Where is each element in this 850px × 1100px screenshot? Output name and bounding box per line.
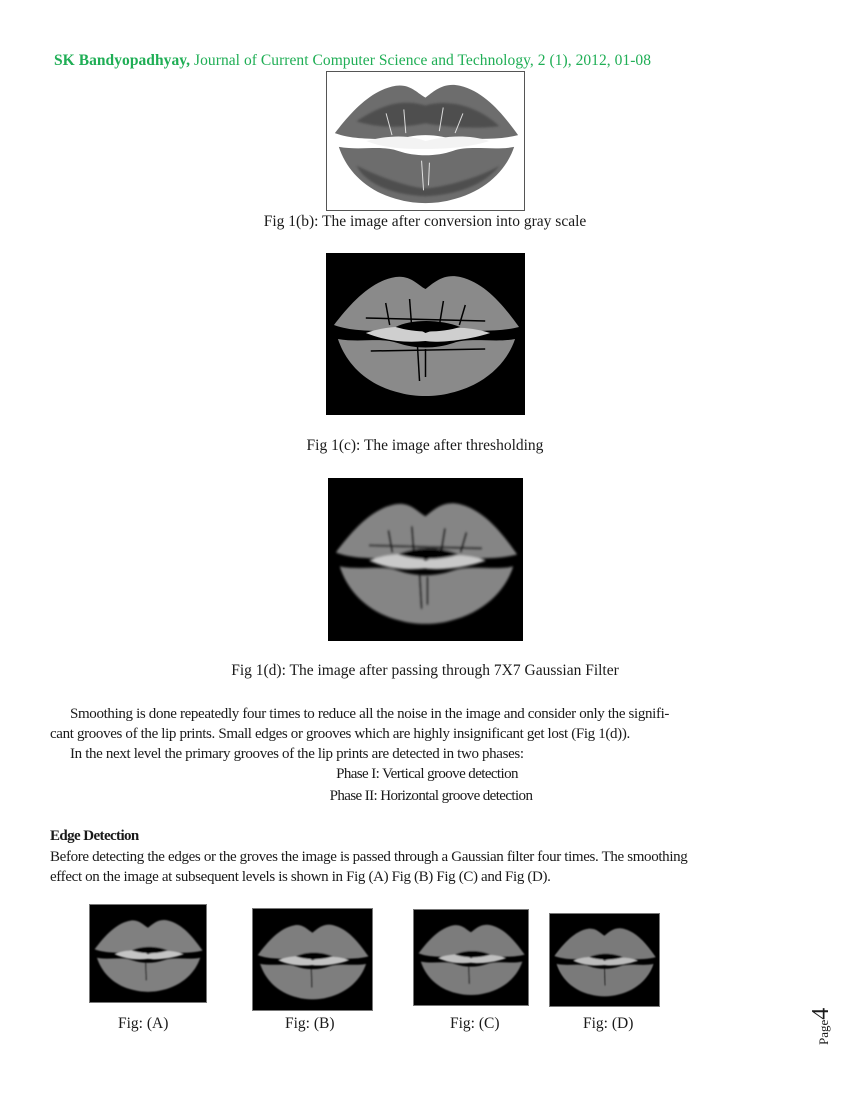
paragraph-phases-intro [50, 745, 810, 765]
figure-a-caption: Fig: (A) [118, 1015, 169, 1032]
phase-1-vertical-groove: Phase I: Vertical groove detection [336, 766, 518, 782]
paragraph-smoothing-line-2-wrap [50, 725, 810, 745]
figure-1c-caption: Fig 1(c): The image after thresholding [306, 437, 544, 454]
figure-c-caption: Fig: (C) [450, 1015, 500, 1032]
page-digit: 4 [808, 1007, 834, 1020]
figure-1c-thresholded-image [326, 253, 525, 415]
figure-1d-caption: Fig 1(d): The image after passing through 7X7 Gaussian Filter [231, 662, 619, 679]
figure-1b-caption: Fig 1(b): The image after conversion into gray scale [263, 213, 587, 230]
header-author: SK Bandyopadhyay, [54, 52, 191, 69]
figure-c-smoothing-image [413, 909, 529, 1006]
journal-header [54, 52, 651, 70]
figure-b-caption: Fig: (B) [285, 1015, 335, 1032]
page-word: Page [816, 1019, 831, 1045]
section-heading-edge-detection: Edge Detection [50, 828, 139, 844]
figure-a-smoothing-image [89, 904, 207, 1003]
paragraph-phases-intro-text: In the next level the primary grooves of the lip prints are detected in two phases: [70, 746, 524, 762]
paragraph-smoothing-line-1: Smoothing is done repeatedly four times to reduce all the noise in the image and consider only the signifi- [70, 706, 670, 722]
figure-d-caption: Fig: (D) [583, 1015, 634, 1032]
page-number [808, 1000, 850, 1045]
paragraph-smoothing-line-2: cant grooves of the lip prints. Small edges or grooves which are highly insignificant get lost (Fig 1(d)). [50, 726, 630, 742]
section-text-line-2: effect on the image at subsequent levels is shown in Fig (A) Fig (B) Fig (C) and Fig (D). [50, 868, 551, 885]
paragraph-smoothing [50, 705, 810, 725]
figure-b-smoothing-image [252, 908, 373, 1011]
phase-2-horizontal-groove: Phase II: Horizontal groove detection [329, 788, 533, 804]
figure-1d-gaussian-filtered-image [328, 478, 523, 641]
section-text-edge-detection [50, 848, 810, 887]
figure-d-smoothing-image [549, 913, 660, 1007]
section-text-line-1: Before detecting the edges or the groves the image is passed through a Gaussian filter four times. The smoothing [50, 849, 688, 865]
figure-1b-grayscale-image [326, 71, 525, 211]
header-citation: Journal of Current Computer Science and Technology, 2 (1), 2012, 01-08 [190, 52, 652, 69]
